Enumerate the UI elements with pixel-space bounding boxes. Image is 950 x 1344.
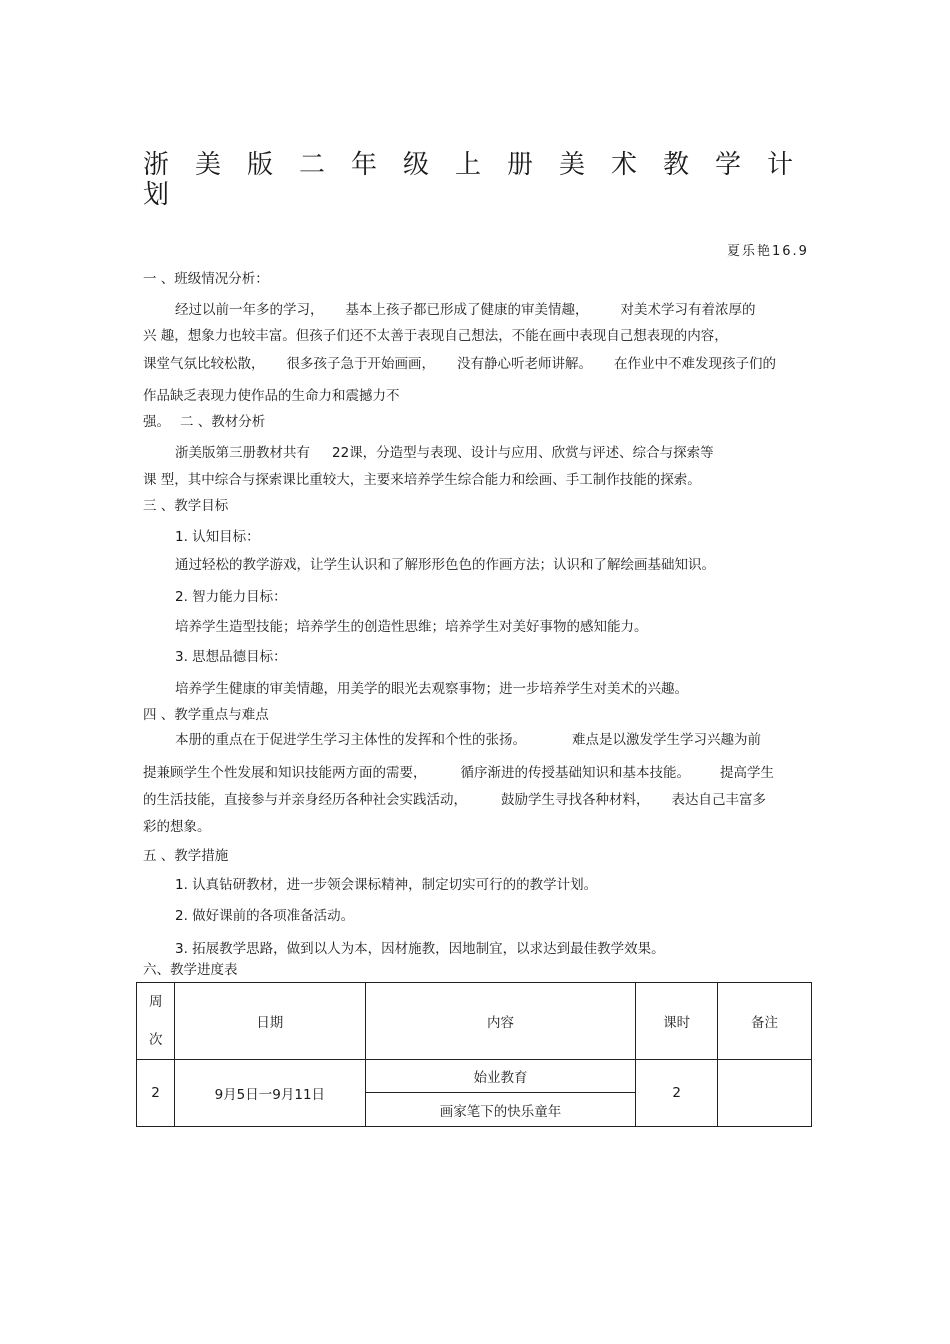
text-run: 的生活技能，直接参与并亲身经历各种社会实践活动， xyxy=(143,792,467,808)
section-heading-teaching-measures: 五 、教学措施 xyxy=(143,848,229,864)
header-week-char1: 周 xyxy=(149,994,163,1010)
goal-label: 2. 智力能力目标： xyxy=(175,589,287,605)
table-header-row xyxy=(137,983,812,1060)
section-heading-teaching-goals: 三 、教学目标 xyxy=(143,498,229,514)
paragraph-line xyxy=(175,301,756,319)
text-run: 本册的重点在于促进学生学习主体性的发挥和个性的张扬。 xyxy=(175,732,526,748)
text-run: 没有静心听老师讲解。 xyxy=(457,356,592,372)
text-run: 对美术学习有着浓厚的 xyxy=(620,302,756,318)
section-heading-class-analysis: 一 、班级情况分析： xyxy=(143,271,269,287)
text-run: 强。 xyxy=(143,414,170,430)
goal-text: 通过轻松的教学游戏，让学生认识和了解形形色色的作画方法；认识和了解绘画基础知识。 xyxy=(175,557,715,573)
paragraph-line xyxy=(143,764,774,782)
text-run: 浙美版第三册教材共有 xyxy=(175,445,310,461)
paragraph-line xyxy=(175,444,714,462)
paragraph-line xyxy=(143,413,265,431)
goal-label: 1. 认知目标： xyxy=(175,529,260,545)
section-heading-key-points: 四 、教学重点与难点 xyxy=(143,707,269,723)
cell-week: 2 xyxy=(137,1060,175,1127)
goal-label: 3. 思想品德目标： xyxy=(175,649,287,665)
table-row xyxy=(137,1060,812,1093)
header-week xyxy=(137,983,175,1060)
measure-item: 2. 做好课前的各项准备活动。 xyxy=(175,908,355,924)
section-heading-textbook-analysis: 二 、教材分析 xyxy=(180,414,266,430)
paragraph-line xyxy=(143,791,766,809)
paragraph-line xyxy=(175,731,761,749)
text-run: 循序渐进的传授基础知识和基本技能。 xyxy=(460,765,690,781)
section-heading-schedule: 六、教学进度表 xyxy=(143,962,238,978)
text-run: 难点是以激发学生学习兴趣为前 xyxy=(572,732,761,748)
goal-text: 培养学生健康的审美情趣，用美学的眼光去观察事物；进一步培养学生对美术的兴趣。 xyxy=(175,681,688,697)
paragraph-line: 作品缺乏表现力使作品的生命力和震撼力不 xyxy=(143,388,400,404)
text-run: 经过以前一年多的学习， xyxy=(175,302,324,318)
goal-text: 培养学生造型技能；培养学生的创造性思维；培养学生对美好事物的感知能力。 xyxy=(175,619,648,635)
cell-date: 9月5日一9月11日 xyxy=(174,1060,365,1127)
text-run: 提兼顾学生个性发展和知识技能两方面的需要， xyxy=(143,765,427,781)
cell-content: 始业教育 xyxy=(365,1060,636,1093)
measure-item: 3. 拓展教学思路，做到以人为本，因材施教，因地制宜，以求达到最佳教学效果。 xyxy=(175,941,665,957)
cell-note xyxy=(718,1060,812,1127)
paragraph-line: 课 型，其中综合与探索课比重较大，主要来培养学生综合能力和绘画、手工制作技能的探索。 xyxy=(143,472,701,488)
text-run: 提高学生 xyxy=(720,765,774,781)
page-title: 浙美版二年级上册美术教学计 xyxy=(143,150,820,180)
text-run: 表达自己丰富多 xyxy=(671,792,766,808)
page-title-continued: 划 xyxy=(143,180,196,210)
text-run: 课堂气氛比较松散， xyxy=(143,356,265,372)
measure-item: 1. 认真钻研教材，进一步领会课标精神，制定切实可行的的教学计划。 xyxy=(175,877,598,893)
cell-hours: 2 xyxy=(636,1060,718,1127)
paragraph-line: 彩的想象。 xyxy=(143,819,211,835)
header-content: 内容 xyxy=(365,983,636,1060)
header-note: 备注 xyxy=(718,983,812,1060)
text-run: 22课，分造型与表现、设计与应用、欣赏与评述、综合与探索等 xyxy=(332,445,714,461)
text-run: 在作业中不难发现孩子们的 xyxy=(614,356,776,372)
text-run: 基本上孩子都已形成了健康的审美情趣， xyxy=(345,302,589,318)
paragraph-line xyxy=(143,355,776,373)
header-date: 日期 xyxy=(174,983,365,1060)
text-run: 很多孩子急于开始画画， xyxy=(286,356,435,372)
header-hours: 课时 xyxy=(636,983,718,1060)
schedule-table xyxy=(136,982,812,1127)
cell-content: 画家笔下的快乐童年 xyxy=(365,1093,636,1127)
paragraph-line: 兴 趣，想象力也较丰富。但孩子们还不太善于表现自己想法，不能在画中表现自己想表现的内容， xyxy=(143,328,728,344)
author-date: 夏乐艳16.9 xyxy=(727,244,809,259)
header-week-char2: 次 xyxy=(149,1032,163,1048)
text-run: 鼓励学生寻找各种材料， xyxy=(501,792,650,808)
